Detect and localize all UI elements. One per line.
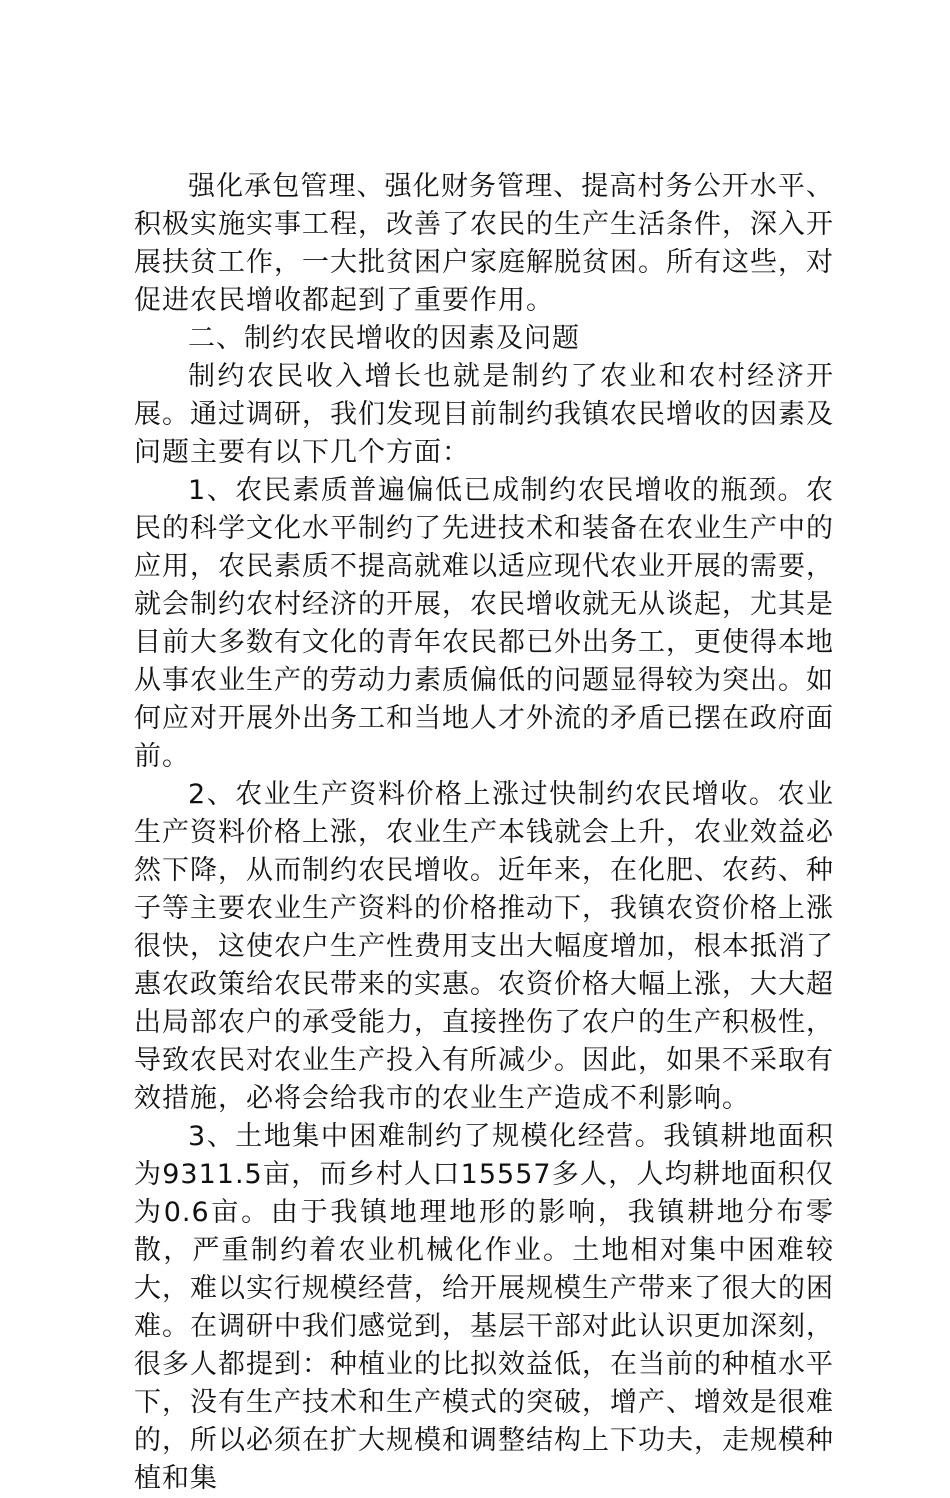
paragraph-point-3: 3、土地集中困难制约了规模化经营。我镇耕地面积为9311.5亩，而乡村人口15557多人，人均耕地面积仅为0.6亩。由于我镇地理地形的影响，我镇耕地分布零散，严重制约着农业机械化作业。土地相对集中困难较大，难以实行规模经营，给开展规模生产带来了很大的困难。在调研中我们感觉到，基层干部对此认识更加深刻，很多人都提到：种植业的比拟效益低，在当前的种植水平下，没有生产技术和生产模式的突破，增产、增效是很难的，所以必须在扩大规模和调整结构上下功夫，走规模种植和集: [134, 1121, 834, 1494]
paragraph-point-2: 2、农业生产资料价格上涨过快制约农民增收。农业生产资料价格上涨，农业生产本钱就会上升，农业效益必然下降，从而制约农民增收。近年来，在化肥、农药、种子等主要农业生产资料的价格推动下，我镇农资价格上涨很快，这使农户生产性费用支出大幅度增加，根本抵消了惠农政策给农民带来的实惠。农资价格大幅上涨，大大超出局部农户的承受能力，直接挫伤了农户的生产积极性，导致农民对农业生产投入有所减少。因此，如果不采取有效措施，必将会给我市的农业生产造成不利影响。: [134, 779, 834, 1114]
document-body: [134, 168, 834, 1498]
paragraph-point-1: 1、农民素质普遍偏低已成制约农民增收的瓶颈。农民的科学文化水平制约了先进技术和装备在农业生产中的应用，农民素质不提高就难以适应现代农业开展的需要，就会制约农村经济的开展，农民增收就无从谈起，尤其是目前大多数有文化的青年农民都已外出务工，更使得本地从事农业生产的劳动力素质偏低的问题显得较为突出。如何应对开展外出务工和当地人才外流的矛盾已摆在政府面前。: [134, 475, 834, 772]
section-heading: 二、制约农民增收的因素及问题: [188, 323, 580, 354]
paragraph-intro: 强化承包管理、强化财务管理、提高村务公开水平、积极实施实事工程，改善了农民的生产生活条件，深入开展扶贫工作，一大批贫困户家庭解脱贫困。所有这些，对促进农民增收都起到了重要作用。: [134, 171, 834, 316]
paragraph-overview: 制约农民收入增长也就是制约了农业和农村经济开展。通过调研，我们发现目前制约我镇农民增收的因素及问题主要有以下几个方面：: [134, 361, 834, 468]
